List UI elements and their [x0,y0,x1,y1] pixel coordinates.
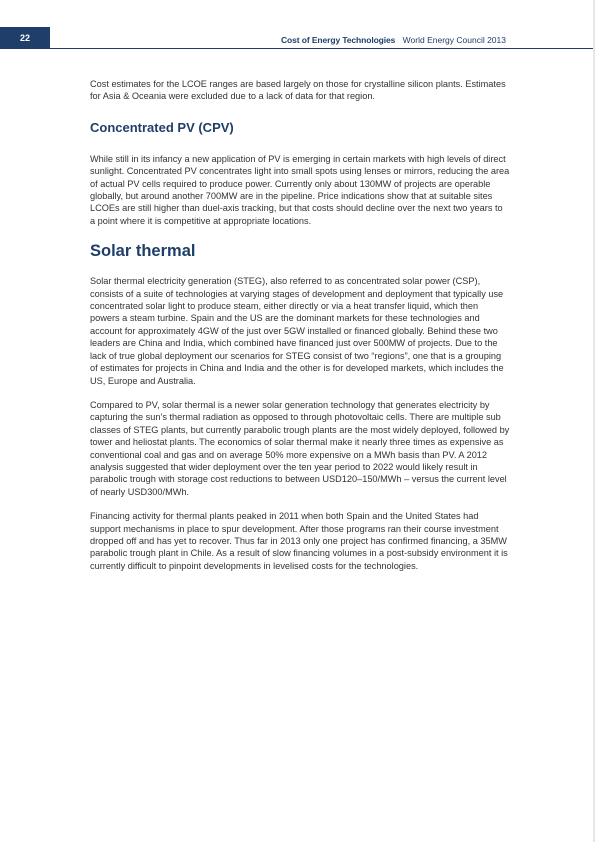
page-content [90,78,510,584]
header-subtitle: World Energy Council 2013 [402,35,506,45]
solar-thermal-paragraph-1: Solar thermal electricity generation (STEG), also referred to as concentrated solar power (CSP), consists of a suite of technologies at varying stages of development and deployment that typically use concentrated solar light to produce steam, either directly or via a heat transfer liquid, which then powers a steam turbine. Spain and the US are the dominant markets for these technologies and account for approximately 4GW of the just over 5GW installed or financed globally. Behind these two leaders are China and India, which combined have financed just over 500MW of projects. Due to the lack of true global deployment our scenarios for STEG consist of two “regions”, one that is a grouping of estimates for projects in China and India and the other is for developed markets, which includes the US, Europe and Australia. [90,276,504,386]
solar-thermal-paragraph-2: Compared to PV, solar thermal is a newer solar generation technology that generates electricity by capturing the sun’s thermal radiation as opposed to through photovoltaic cells. There are multiple sub classes of STEG plants, but currently parabolic trough plants are the most widely deployed, followed by tower and heliostat plants. The economics of solar thermal make it nearly three times as expensive as conventional coal and gas and on average 50% more expensive on a MWh basis than PV. A 2012 analysis suggested that wider deployment over the ten year period to 2022 would likely result in parabolic trough with storage cost reductions to between USD120–150/MWh – versus the current level of nearly USD300/MWh. [90,399,510,497]
section-heading-solar-thermal: Solar thermal [90,242,196,261]
page-number: 22 [0,27,50,49]
intro-paragraph: Cost estimates for the LCOE ranges are based largely on those for crystalline silicon plants. Estimates for Asia & Oceania were excluded due to a lack of data for that region. [90,79,506,102]
cpv-paragraph: While still in its infancy a new application of PV is emerging in certain markets with high levels of direct sunlight. Concentrated PV concentrates light into small spots using lenses or mirrors, reducing the area of actual PV cells required to produce power. Currently only about 130MW of projects are operable globally, but around another 700MW are in the pipeline. Price indications show that at suitable sites LCOEs are still higher than duel-axis tracking, but that costs should decline over the next two years to a point where it is competitive at appropriate locations. [90,153,510,226]
running-header [260,35,506,45]
header-rule [50,48,593,49]
header-title: Cost of Energy Technologies [281,35,396,45]
solar-thermal-paragraph-3: Financing activity for thermal plants peaked in 2011 when both Spain and the United States had support mechanisms in place to spur development. After those programs ran their course investment dropped off and has yet to recover. Thus far in 2013 only one project has confirmed financing, a 35MW parabolic trough plant in Chile. As a result of slow financing volumes in a post-subsidy environment it is currently difficult to pinpoint developments in levelised costs for the technologies. [90,511,508,571]
section-heading-cpv: Concentrated PV (CPV) [90,119,234,135]
